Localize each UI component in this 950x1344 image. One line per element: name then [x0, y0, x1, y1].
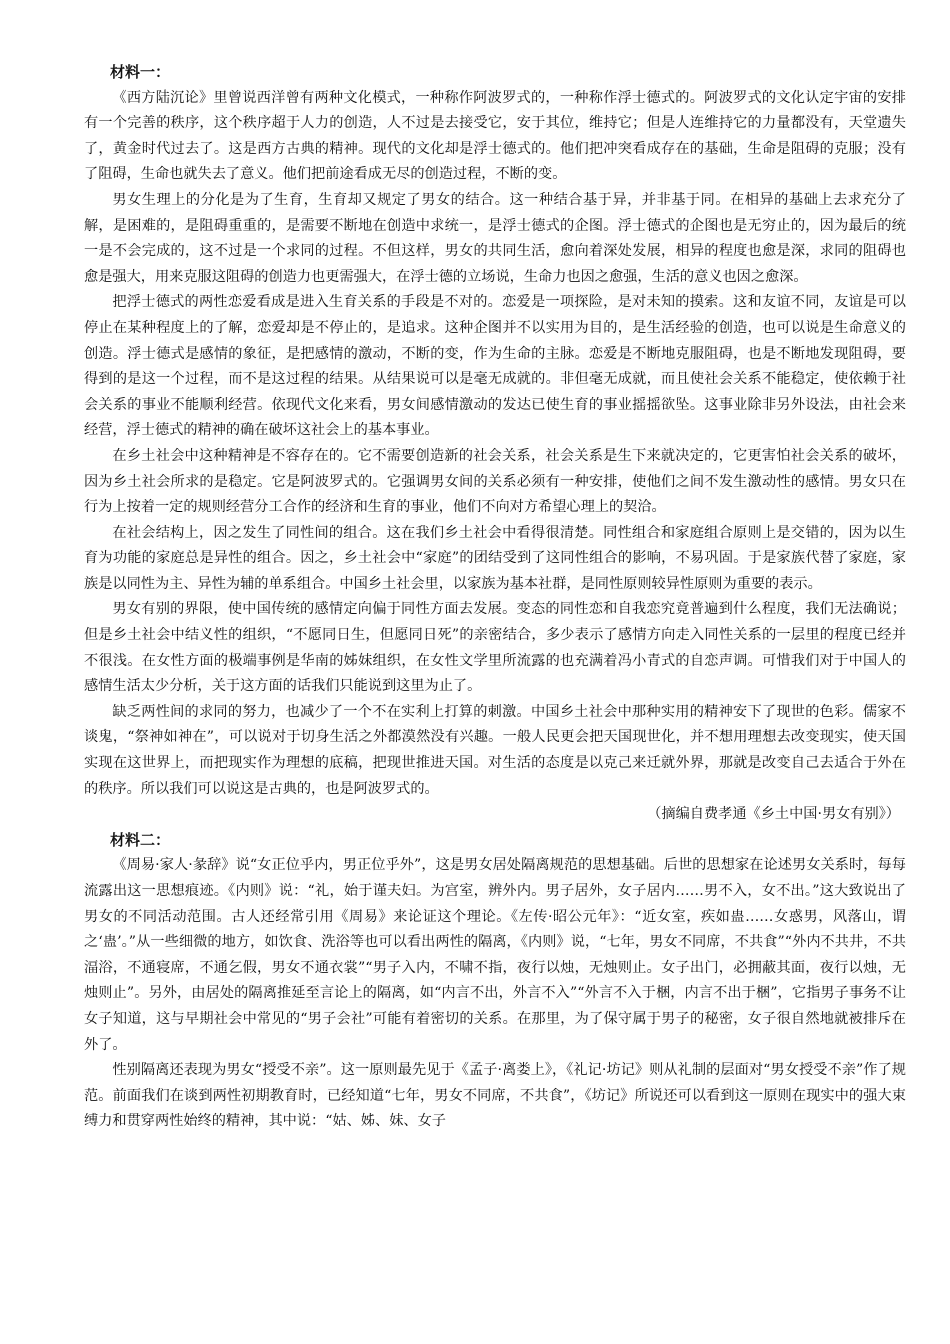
material-1-paragraph: 男女生理上的分化是为了生育，生育却又规定了男女的结合。这一种结合基于异，并非基于同。在相异的基础上去求充分了解，是困难的，是阻碍重重的，是需要不断地在创造中求统一，是浮士德式的企图。浮士德式的企图也是无穷止的，因为最后的统一是不会完成的，这不过是一个求同的过程。不但这样，男女的共同生活，愈向着深处发展，相异的程度也愈是深，求同的阻碍也愈是强大，用来克服这阻碍的创造力也更需强大，在浮士德的立场说，生命力也因之愈强，生活的意义也因之愈深。	[84, 191, 906, 285]
material-1-paragraph: 《西方陆沉论》里曾说西洋曾有两种文化模式，一种称作阿波罗式的，一种称作浮士德式的。阿波罗式的文化认定宇宙的安排有一个完善的秩序，这个秩序超于人力的创造，人不过是去接受它，安于其位，维持它；但是人连维持它的力量都没有，天堂遗失了，黄金时代过去了。这是西方古典的精神。现代的文化却是浮士德式的。他们把冲突看成存在的基础，生命是阻碍的克服；没有了阻碍，生命也就失去了意义。他们把前途看成无尽的创造过程，不断的变。	[84, 89, 906, 183]
material-1-paragraph: 男女有别的界限，使中国传统的感情定向偏于同性方面去发展。变态的同性恋和自我恋究竟普遍到什么程度，我们无法确说；但是乡土社会中结义性的组织，“不愿同日生，但愿同日死”的亲密结合，多少表示了感情方向走入同性关系的一层里的程度已经并不很浅。在女性方面的极端事例是华南的姊妹组织，在女性文学里所流露的也充满着冯小青式的自恋声调。可惜我们对于中国人的感情生活太少分析，关于这方面的话我们只能说到这里为止了。	[84, 601, 906, 695]
material-1-heading: 材料一：	[110, 63, 171, 81]
material-1-paragraph: 把浮士德式的两性恋爱看成是进入生育关系的手段是不对的。恋爱是一项探险，是对未知的摸索。这和友谊不同，友谊是可以停止在某种程度上的了解，恋爱却是不停止的，是追求。这种企图并不以实用为目的，是生活经验的创造，也可以说是生命意义的创造。浮士德式是感情的象征，是把感情的激动，不断的变，作为生命的主脉。恋爱是不断地克服阻碍，也是不断地发现阻碍，要得到的是这一个过程，而不是这过程的结果。从结果说可以是毫无成就的。非但毫无成就，而且使社会关系不能稳定，使依赖于社会关系的事业不能顺利经营。依现代文化来看，男女间感情激动的发达已使生育的事业摇摇欲坠。这事业除非另外设法，由社会来经营，浮士德式的精神的确在破坏这社会上的基本事业。	[84, 294, 906, 439]
material-2-paragraph: 性别隔离还表现为男女“授受不亲”。这一原则最先见于《孟子·离娄上》，《礼记·坊记》则从礼制的层面对“男女授受不亲”作了规范。前面我们在谈到两性初期教育时，已经知道“七年，男女不同席，不共食”，《坊记》所说还可以看到这一原则在现实中的强大束缚力和贯穿两性始终的精神，其中说：“姑、姊、妹、女子	[84, 1062, 906, 1130]
material-1-paragraph: 缺乏两性间的求同的努力，也减少了一个不在实利上打算的刺激。中国乡土社会中那种实用的精神安下了现世的色彩。儒家不谈鬼，“祭神如神在”，可以说对于切身生活之外都漠然没有兴趣。一般人民更会把天国现世化，并不想用理想去改变现实，使天国实现在这世界上，而把现实作为理想的底稿，把现世推进天国。对生活的态度是以克己来迁就外界，那就是改变自己去适合于外在的秩序。所以我们可以说这是古典的，也是阿波罗式的。	[84, 703, 906, 797]
material-2-paragraph: 《周易·家人·彖辞》说“女正位乎内，男正位乎外”，这是男女居处隔离规范的思想基础。后世的思想家在论述男女关系时，每每流露出这一思想痕迹。《内则》说：“礼，始于谨夫妇。为宫室，辨外内。男子居外，女子居内……男不入，女不出。”这大致说出了男女的不同活动范围。古人还经常引用《周易》来论证这个理论。《左传·昭公元年》：“近女室，疾如蛊……女惑男，风落山，谓之‘蛊’。”从一些细微的地方，如饮食、洗浴等也可以看出两性的隔离，《内则》说，“七年，男女不同席，不共食”“外内不共井，不共湢浴，不通寝席，不通乞假，男女不通衣裳”“男子入内，不啸不指，夜行以烛，无烛则止。女子出门，必拥蔽其面，夜行以烛，无烛则止”。另外，由居处的隔离推延至言论上的隔离，如“内言不出，外言不入”“外言不入于梱，内言不出于梱”，它指男子事务不让女子知道，这与早期社会中常见的“男子会社”可能有着密切的关系。在那里，为了保守属于男子的秘密，女子很自然地就被排斥在外了。	[84, 857, 906, 1053]
material-1-paragraph: 在社会结构上，因之发生了同性间的组合。这在我们乡土社会中看得很清楚。同性组合和家庭组合原则上是交错的，因为以生育为功能的家庭总是异性的组合。因之，乡土社会中“家庭”的团结受到了这同性组合的影响，不易巩固。于是家族代替了家庭，家族是以同性为主、异性为辅的单系组合。中国乡土社会里，以家族为基本社群，是同性原则较异性原则为重要的表示。	[84, 524, 906, 592]
material-2-heading: 材料二：	[110, 830, 171, 849]
material-1-paragraph: 在乡土社会中这种精神是不容存在的。它不需要创造新的社会关系，社会关系是生下来就决定的，它更害怕社会关系的破坏，因为乡土社会所求的是稳定。它是阿波罗式的。它强调男女间的关系必须有一种安排，使他们之间不发生激动性的感情。男女只在行为上按着一定的规则经营分工合作的经济和生育的事业，他们不向对方希望心理上的契洽。	[84, 447, 906, 516]
material-1-source: （摘编自费孝通《乡土中国·男女有别》）	[647, 806, 900, 823]
